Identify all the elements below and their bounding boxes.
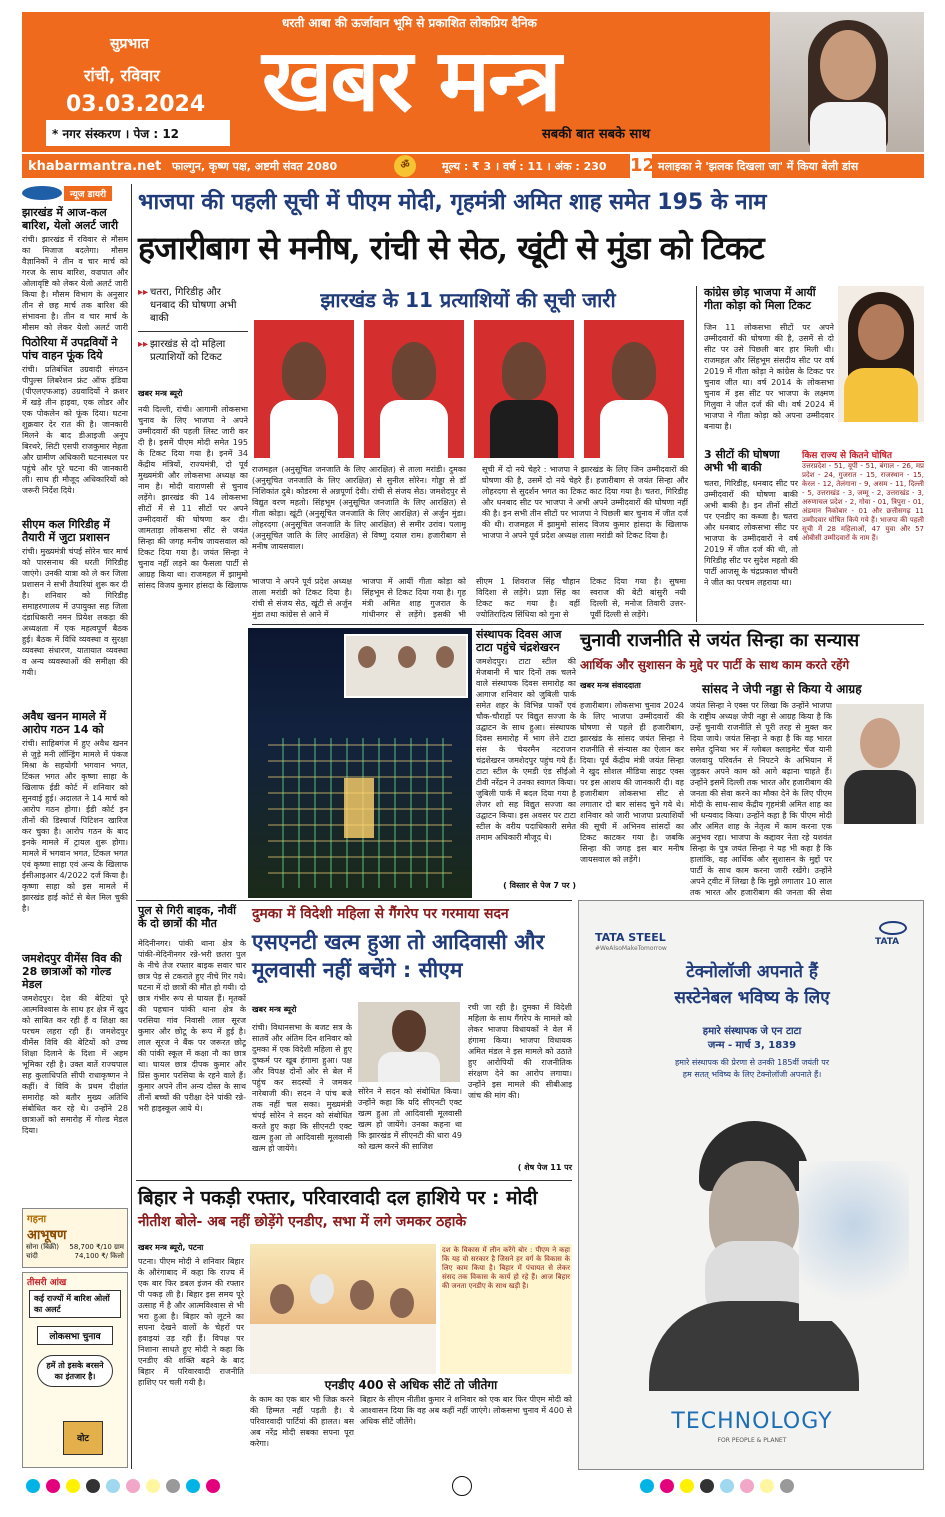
modi-body: पटना। पीएम मोदी ने शनिवार बिहार के औरंगाबाद में कहा कि राज्य में एक बार फिर डबल इंजन की रफ्तार पी पकड़ ली है। बिहार इस समय पूरे उत्साह में है और आत्मविश्वास से भी भरा हुआ है। बिहार को लूटने का सपना देखने वालों के चेहरों पर हवाइयां उड़ रही हैं। विपक्ष पर निशाना साधते हुए मोदी ने कहा कि एनडीए की शक्ति बढ़ने के बाद बिहार में परिवारवादी राजनीति हाशिए पर चली गयी है। [138,1257,244,1387]
lead-body-cont: टिकट दिया गया है। सुषमा स्वराज की बेटी बांसुरी नयी दिल्ली से, मनोज तिवारी उत्तर-पूर्वी दिल्ली से लड़ेंगे। [590,577,686,619]
cm-continued-link[interactable]: ( शेष पेज 11 पर [517,1163,572,1172]
ballot-box: वोट [63,1421,103,1455]
candidate-photo[interactable] [364,320,464,458]
ad-founder: हमारे संस्थापक जे एन टाटा [702,1026,802,1037]
ad-line-2: हम सतत् भविष्य के लिए टेक्नोलॉजी अपनाते हैं। [682,1070,822,1079]
candidate-photo[interactable] [254,320,354,458]
celebrity-photo [770,12,924,152]
candidate-list-body: राजमहल (अनुसूचित जनजाति के लिए आरक्षित) से ताला मरांडी। दुमका (अनुसूचित जनजाति के लिए आरक्षित) से सुनील सोरेन। गोड्डा से डॉ निशिकांत दुबे। कोडरमा से अन्नपूर्णा देवी। रांची से संजय सेठ। जमशेदपुर से विद्युत वरण महतो। सिंहभूम (अनुसूचित जनजाति के लिए आरक्षित) से गीता कोड़ा। खूंटी (अनुसूचित जनजाति के लिए आरक्षित) से अर्जुन मुंडा। लोहरदगा (अनुसूचित जनजाति के लिए आरक्षित) से समीर उरांव। पलामू (अनुसूचित जाति के लिए आरक्षित) से विष्णु दयाल राम। हजारीबाग से मनीष जायसवाल। [252,465,466,551]
cartoon-bubble: हमें तो इसके बरसने का इंतजार है। [37,1355,113,1387]
lead-overline[interactable]: भाजपा की पहली सूची में पीएम मोदी, गृहमंत्री अमित शाह समेत 195 के नाम [138,190,767,215]
jayant-headline[interactable]: चुनावी राजनीति से जयंत सिन्हा का सन्यास [580,630,860,651]
jayant-body-2: जयंत सिन्हा ने एक्स पर लिखा कि उन्होंने भाजपा के राष्ट्रीय अध्यक्ष जेपी नड्डा से आग्रह किया है कि उन्हें चुनावी राजनीति से पूरी तरह से मुक्त कर दिया जाये। जयंत सिन्हा ने कहा है कि वह भारत समेत दुनिया भर में ग्लोबल क्लाइमेट चेंज यानी जलवायु परिवर्तन से निपटने के अभियान में जुड़कर अपने काम को आगे बढ़ाना चाहते हैं। उन्होंने इसमें दिल्ली तक भारत और हजारीबाग की जनता की सेवा करने का मौका देने के लिए पीएम मोदी के साथ-साथ केंद्रीय गृहमंत्री अमित शाह का भी धन्यवाद किया। उन्होंने कहा है कि पीएम मोदी और अमित शाह के नेतृत्व में काम करना एक अनुभव रहा। भाजपा के कद्दावर नेता रहे यशवंत सिन्हा के पुत्र जयंत सिन्हा ने यह भी कहा है कि हालांकि, वह आर्थिक और सुशासन के मुद्दों पर पार्टी के साथ काम करना जारी रखेंगे। उन्होंने अपने ट्वीट में लिखा है कि मुझे लगातार 10 साल तक भारत और हजारीबाग की जनता की सेवा [690,701,832,896]
story-headline[interactable]: सीएम कल गिरिडीह में तैयारी में जुटा प्रशासन [22,518,110,544]
modi-headline[interactable]: बिहार ने पकड़ी रफ्तार, परिवारवादी दल हाशिये पर : मोदी [138,1187,538,1209]
founders-day-headline[interactable]: संस्थापक दिवस आज टाटा पहुंचे चंद्रशेखरन [476,628,562,654]
lead-body-cont: भाजपा में आयीं गीता कोड़ा को सिंहभूम से टिकट दिया गया है। गृह मंत्री अमित शाह गुजरात के गांधीनगर से लड़ेंगे। इसकी भी [362,577,466,619]
tata-steel-ad[interactable] [578,900,924,1470]
geeta-body: जिन 11 लोकसभा सीटों पर अपने उम्मीदवारों की घोषणा की है, उसमें से दो सीट पर उसे पिछली बार हार मिली थी। राजमहल और सिंहभूम संसदीय सीट पर वर्ष 2019 में गीता कोड़ा ने कांग्रेस के टिकट पर चुनाव जीत था। वर्ष 2014 के लोकसभा चुनाव में इस सीट पर भाजपा के लक्ष्मण गिलुवा ने जीत दर्ज की थी। वर्ष 2024 में भाजपा ने गीता कोड़ा को अपना उम्मीदवार बनाया है। [704,323,834,431]
gold-rate-box [22,1208,128,1268]
website-link[interactable]: khabarmantra.net [28,159,162,174]
cm-body-2: सोरेन ने सदन को संबोधित किया। उन्होंने कहा कि यदि सीएनटी एक्ट खत्म हुआ तो आदिवासी मूलवासी खत्म हो जायेंगे। उनका कहना था कि झारखंड में सीएनटी की धारा 49 को खत्म करने की साजिश [358,1087,462,1151]
cm-body-3: रची जा रही है। दुमका में विदेशी महिला के साथ गैंगरेप के मामले को लेकर भाजपा विधायकों ने वेल में हंगामा किया। भाजपा विधायक अमित मंडल ने इस मामले को उठाते हुए आरोपियों की राजनीतिक संरक्षण देने का आरोप लगाया। उन्होंने इस मामले की सीबीआइ जांच की मांग की। [468,1003,572,1100]
registration-marks-left [26,1478,366,1494]
jayant-subhead-2: सांसद ने जेपी नड्डा से किया ये आग्रह [702,682,862,696]
jayant-photo [836,704,924,824]
seats-headline[interactable]: 3 सीटों की घोषणा अभी भी बाकी [704,448,780,474]
modi-body-3: बिहार के सीएम नीतीश कुमार ने शनिवार को एक बार फिर पीएम मोदी को आश्वासन दिया कि वह अब कहीं नहीं जाएंगे। लोकसभा चुनाव में 400 से अधिक सीटें जीतेंगे। [360,1395,572,1426]
candidate-list-title[interactable]: झारखंड के 11 प्रत्याशियों की सूची जारी [320,288,616,312]
cartoon-box [22,1272,128,1468]
cm-headline[interactable]: एसएनटी खत्म हुआ तो आदिवासी और मूलवासी नहीं बचेंगे : सीएम [252,930,545,982]
story-headline[interactable]: झारखंड में आज-कल बारिश, येलो अलर्ट जारी [22,206,119,232]
story-body: रांची। प्रतिबंधित उग्रवादी संगठन पीपुल्स लिबरेशन फ्रंट ऑफ इंडिया (पीएलएफआइ) उग्रवादियों ने क्रशर में खड़े तीन हाइवा, एक लोडर और एक पोकलेन को फूंक दिया। घटना शुक्रवार देर रात की है। जानकारी मिलने के बाद डीआइजी अनूप बिरथरे, सिटी एसपी राजकुमार मेहता और ग्रामीण अधिकारी घटनास्थल पर पहुंचे और पूरे घटना की जानकारी ली। साथ ही मौजूद अधिकारियों को जरूरी निर्देश दिये। [22,365,128,495]
price-issue: मूल्य : ₹ 3 । वर्ष : 11 । अंक : 230 [442,160,607,173]
ad-title-2: सस्टेनेबल भविष्य के लिए [674,988,830,1008]
story-body: रांची। झारखंड में रविवार से मौसम का मिजाज बदलेगा। मौसम वैज्ञानिकों ने तीन व चार मार्च को गरज के साथ बारिश, वज्रपात और ओलावृष्टि को लेकर येलो अलर्ट जारी किया है। मौसम विभाग के अनुसार तीन से छह मार्च तक बारिश की संभावना है। तीन व चार मार्च के मौसम को लेकर येलो अलर्ट जारी [22,235,128,332]
lead-body: नयी दिल्ली, रांची। आगामी लोकसभा चुनाव के लिए भाजपा ने अपने उम्मीदवारों की पहली लिस्ट जारी कर दी है। इसमें पीएम मोदी समेत 195 के टिकट दिया गया है। इनमें 34 केंद्रीय मंत्रियों, राज्यमंत्री, दो पूर्व मुख्यमंत्री और लोकसभा अध्यक्ष का नाम है। मोदी वाराणसी से चुनाव लड़ेंगे। झारखंड की 14 लोकसभा सीटों में से 11 सीटों पर अपने उम्मीदवारों की घोषणा कर दी। जामताड़ा लोकसभा सीट से जयंत सिन्हा की जगह मनीष जायसवाल को टिकट दिया गया है। जयंत सिन्हा ने चुनाव नहीं लड़ने का फैसला पार्टी से आग्रह किया था। राजमहल में झामुमो सांसद विजय कुमार हांसदा के खिलाफ [138,405,248,590]
registration-target-icon [452,1476,472,1496]
bullet-arrow-icon: ▸▸ [138,339,149,350]
bike-body: मेदिनीनगर। पांकी थाना क्षेत्र के पांकी-मेदिनीनगर रन्ने-भरी छतरा पुल के नीचे तेज रफ्तार बाइक सवार चार छात्र पेड़ से टकराते हुए नीचे गिर गये। घटना में दो छात्रों की मौत हो गयी। दो छात्र गंभीर रूप से घायल हैं। मृतकों की पहचान पांकी थाना क्षेत्र के परसिया गांव निवासी लाल सूरज कुमार और छोटू के रूप में हुई है। लाल सूरज ने बैंक पर जरूरत छोटू की पांकी स्कूल में कक्षा नौ का छात्र था। घायल छात्र दीपक कुमार और प्रिंस कुमार परसिया के रहने वाले हैं। कुमार अपने तीन अन्य दोस्त के साथ तीनों बच्चों की परीक्षा देने पांकी रन्ने-भरी हाइस्कूल आये थे। [138,939,246,1113]
masthead [22,12,924,152]
tata-wordmark: TATA [875,937,900,947]
robot-arm-graphic [799,1161,909,1321]
tata-steel-brand: TATA STEEL [595,931,666,944]
panchang: फाल्गुन, कृष्ण पक्ष, अष्टमी संवत 2080 [172,160,338,173]
cm-body: रांची। विधानसभा के बजट सत्र के सातवें और अंतिम दिन शनिवार को दुमका में एक विदेशी महिला से हुए दुष्कर्म पर खूब हंगामा हुआ। पक्ष और विपक्ष दोनों ओर से बेल में पहुंच कर सदस्यों ने जमकर नारेबाजी की। सदन ने पांच बजे तक नहीं चल सका। मुख्यमंत्री चंपई सोरेन ने सदन को संबोधित करते हुए कहा कि सीएनटी एक्ट खत्म हुआ तो आदिवासी मूलवासी खत्म हो जायेंगे। [252,1023,352,1153]
masthead-tagline-top: धरती आबा की ऊर्जावान भूमि से प्रकाशित लोकप्रिय दैनिक [282,16,537,30]
story-headline[interactable]: अवैध खनन मामले में आरोप गठन 14 को [22,710,107,736]
cm-overline: दुमका में विदेशी महिला से गैंगरेप पर गरमाया सदन [252,906,509,922]
candidate-photo[interactable] [474,320,574,458]
geeta-headline[interactable]: कांग्रेस छोड़ भाजपा में आयीं गीता कोड़ा को मिला टिकट [704,286,816,312]
modi-subhead: नीतीश बोले- अब नहीं छोड़ेंगे एनडीए, सभा में लगे जमकर ठहाके [138,1214,467,1230]
technology-wordmark: TECHNOLOGY [671,1409,833,1434]
seats-body: चतरा, गिरिडीह, धनबाद सीट पर उम्मीदवारों की घोषणा बाकी अभी बाकी है। इन तीनों सीटों पर एनडीए का कब्जा है। चतरा और धनबाद लोकसभा सीट पर भाजपा के उम्मीदवारों ने वर्ष 2019 में जीत दर्ज की थी, तो गिरिडीह सीट पर सुदेश महतो की पार्टी आजसू के चंद्रप्रकाश चौधरी ने जीत का परचम लहराया था। [704,479,798,587]
column-divider [131,184,132,1469]
lead-byline: खबर मन्त्र ब्यूरो [138,389,183,398]
gold-row: सोना (बिक्री) 58,700 ₹/10 ग्राम [26,1243,124,1251]
tally-headline: किस राज्य से कितने घोषित [802,448,924,462]
news-diary-icon [22,186,62,200]
technology-subline: FOR PEOPLE & PLANET [717,1437,787,1444]
news-diary-label: न्यूज डायरी [64,186,112,201]
jayant-subhead: आर्थिक और सुशासन के मुद्दे पर पार्टी के साथ काम करते रहेंगे [580,658,850,672]
registration-marks-right [640,1478,930,1494]
modi-rally-photo [250,1244,436,1374]
lead-body-cont: सीएम 1 शिवराज सिंह चौहान विदिशा से लड़ेंगे। प्रज्ञा सिंह का टिकट कट गया है। वहीं ज्योतिरादित्य सिंधिया को गुना से [476,577,580,619]
page-number: 12 [630,155,656,176]
tata-logo-icon [879,921,907,935]
founders-day-body: जमशेदपुर। टाटा स्टील की मेजबानी में चार दिनों तक चलने वाले संस्थापक दिवस समारोह का आगाज शनिवार को जुबिली पार्क समेत शहर के विभिन्न पार्कों एवं चौक-चौराहों पर विद्युत सज्जा के उद्घाटन के साथ हुआ। संस्थापक दिवस समारोह में भाग लेने टाटा संस के चेयरमैन नटराजन चंद्रशेखरन जमशेदपुर पहुंच गये हैं। टाटा स्टील के एमडी एंड सीईओ टीवी नरेंद्रन ने उनका स्वागत किया। जुबिली पार्क में बदल दिया गया है लेजर शो सह विद्युत सज्जा का उद्घाटन किया। इस अवसर पर टाटा स्टील के वरीय पदाधिकारी समेत तमाम अधिकारी मौजूद थे। [476,657,576,842]
story-headline[interactable]: पिठोरिया में उपद्रवियों ने पांच वाहन फूंक दिये [22,336,118,362]
jayant-body: हजारीबाग। लोकसभा चुनाव 2024 के लिए भाजपा उम्मीदवारों की घोषणा से पहले ही हजारीबाग, झारखंड के सांसद जयंत सिन्हा ने राजनीति से संन्यास का ऐलान कर दिया। पूर्व केंद्रीय मंत्री जयंत सिन्हा ने खुद सोशल मीडिया साइट एक्स पर इस आशय की जानकारी दी। वह हजारीबाग लोकसभा सीट से लगातार दो बार सांसद चुने गये थे। शनिवार को जारी भाजपा प्रत्याशियों की सूची में अभिनव सांसदों का टिकट काटकर गया है। जबकि सिन्हा की जगह इस बार मनीष जायसवाल को लड़ेंगे। [580,701,684,864]
newspaper-logo[interactable]: खबर मन्त्र [262,30,560,131]
continued-link[interactable]: ( विस्तार से पेज 7 पर ) [503,881,576,890]
modi-caption: एनडीए 400 से अधिक सीटें तो जीतेगा [324,1378,498,1392]
greeting: सुप्रभात [110,36,149,52]
lead-headline[interactable]: हजारीबाग से मनीष, रांची से सेठ, खूंटी से मुंडा को टिकट [138,229,764,267]
ad-title-1: टेक्नोलॉजी अपनाते हैं [686,962,818,982]
cartoon-label: तीसरी आंख [27,1278,67,1288]
ad-line-1: हमारे संस्थापक की प्रेरणा से उनकी 185वीं जयंती पर [674,1058,830,1067]
gold-brand: आभूषण [27,1228,67,1243]
lead-bullets [138,286,248,364]
candidate-photo[interactable] [584,320,684,458]
tata-hashtag: #WeAlsoMakeTomorrow [595,945,667,952]
bullet-item: ▸▸ झारखंड से दो महिला प्रत्याशियों को टिकट [138,339,226,363]
story-body: जमशेदपुर। देश की बेटियां पूरे आत्मविश्वास के साथ हर क्षेत्र में खुद को साबित कर रही हैं व शिक्षा का परचम लहरा रही हैं। जमशेदपुर वीमेंस विवि की बेटियों को उच्च शिक्षा दिलाने के दिशा में अहम भूमिका रही है। उक्त बातें राज्यपाल सह कुलाधिपति सीपी राधाकृष्णन ने कहीं। वे विवि के प्रथम दीक्षांत समारोह को बतौर मुख्य अतिथि संबोधित कर रहे थे। उन्होंने 28 छात्राओं को समारोह में गोल्ड मेडल दिया। [22,994,128,1135]
ad-founder-birth: जन्म - मार्च 3, 1839 [707,1040,797,1051]
silver-row: चांदी 74,100 ₹/ किलो [26,1252,124,1260]
inset-photo [344,634,468,698]
jayant-byline: खबर मन्त्र संवाददाता [580,681,641,690]
bullet-item: ▸▸ चतरा, गिरिडीह और धनबाद की घोषणा अभी बाकी [138,287,237,324]
issue-date: 03.03.2024 [66,92,206,117]
edition-label: * नगर संस्करण । पेज : 12 [46,120,230,146]
lead-body-cont: भाजपा ने अपने पूर्व प्रदेश अध्यक्ष ताला मरांडी को टिकट दिया है। रांची से संजय सेठ, खूंटी से अर्जुन मुंडा तथा कांग्रेस से आने में [252,577,352,619]
news-diary-header [22,184,128,202]
tally-body: उत्तरप्रदेश - 51, यूपी - 51, बंगाल - 26, मप्र प्रदेश - 24, गुजरात - 15, राजस्थान - 15, केरल - 12, तेलंगाना - 9, असम - 11, दिल्ली - 5, उत्तराखंड - 3, जम्मू - 2, उत्तराखंड - 3, अरुणाचल प्रदेश - 2, गोवा - 01, त्रिपुरा - 01, अंडमान निकोबार - 01 और छत्तीसगढ़ 11 उम्मीदवार घोषित किये गये हैं। भाजपा की पहली सूची में 28 महिलाओं, 47 युवा और 57 ओबीसी उम्मीदवारों के नाम हैं। [802,462,924,542]
logo-tagline: सबकी बात सबके साथ [542,127,650,142]
modi-byline: खबर मन्त्र ब्यूरो, पटना [138,1243,204,1252]
mantra-emblem-icon: ॐ [394,155,416,177]
entertainment-teaser[interactable]: मलाइका ने 'झलक दिखला जा' में किया बेली डांस [658,160,859,173]
candidate-photos [254,320,684,458]
geeta-photo [838,286,924,422]
info-bar [22,154,924,178]
founders-day-photo [248,628,472,898]
bike-headline[interactable]: पुल से गिरी बाइक, नौवीं के दो छात्रों की मौत [138,904,236,930]
bullet-arrow-icon: ▸▸ [138,287,149,298]
cartoon-caption: कई राज्यों में बारिश ओलों का अलर्ट [29,1290,121,1318]
city-day: रांची, रविवार [84,66,160,85]
story-body: रांची। साहिबगंज में हुए अवैध खनन से जुड़े मनी लॉन्ड्रिंग मामले में पंकज मिश्रा के सहयोगी भगवान भगत, टिंकल भगत और कृष्णा साहा के खिलाफ ईडी कोर्ट में शनिवार को सुनवाई हुई। अदालत ने 14 मार्च को आरोप गठन होगा। ईडी कोर्ट इन तीनों की डिस्चार्ज पिटिशन खारिज कर चुका है। आरोप गठन के बाद इनके मामले में ट्रायल शुरू होगा। मामले में भगवान भगत, टिंकल भगत एवं कृष्णा साहा एवं अन्य के खिलाफ ईसीआइआर 4/2022 दर्ज किया है। कृष्णा साहा को इस मामले में झारखंड हाई कोर्ट से बेल मिल चुकी है। [22,739,128,913]
cm-byline: खबर मन्त्र ब्यूरो [252,1005,297,1014]
new-faces-body: सूची में दो नये चेहरे : भाजपा ने झारखंड के लिए जिन उम्मीदवारों की घोषणा की है, उसमें दो नये चेहरे हैं। हजारीबाग से जयंत सिन्हा और लोहरदगा से सुदर्शन भगत का टिकट काट दिया गया है। चतरा, गिरिडीह और धनबाद सीट पर भाजपा ने अभी अपने उम्मीदवारों की घोषणा नहीं की है। इन सभी तीन सीटों पर भाजपा ने पिछली बार चुनाव में जीत दर्ज की थी। राजमहल में झामुमो सांसद विजय कुमार हांसदा के खिलाफ भाजपा ने अपने पूर्व प्रदेश अध्यक्ष ताला मरांडी को टिकट दिया है। [482,465,688,540]
story-headline[interactable]: जमशेदपुर वीमेंस विव की 28 छात्राओं को गोल्ड मेडल [22,952,122,991]
cm-photo [358,1002,460,1082]
cartoon-sign: लोकसभा चुनाव [37,1326,113,1345]
gold-brand-top: गहना [27,1214,47,1225]
modi-body-2: के काम का एक बार भी जिक्र करने की हिम्मत नहीं पड़ती है। ये परिवारवादी पार्टियां की हालत। बस अब नरेंद्र मोदी सबका सपना पूरा करेगा। [250,1395,354,1448]
story-body: रांची। मुख्यमंत्री चंपई सोरेन चार मार्च को पारसनाथ की धरती गिरिडीह जाएंगे। उनकी यात्रा को ले कर जिला प्रशासन ने सभी तैयारियां शुरू कर दी है। शनिवार को गिरिडीह समाहरणालय में उपायुक्त सह जिला दंडाधिकारी नमन प्रियेश लकड़ा की अध्यक्षता में एक महत्वपूर्ण बैठक हुई। बैठक में विधि व्यवस्था व सुरक्षा व्यवस्था संधारण, यातायात व्यवस्था व अन्य व्यवस्थाओं की समीक्षा की गयी। [22,547,128,677]
modi-inset: दश के विकास में लीन करेंगे बोर : पीएम ने कहा कि यह वो सरकार है जिसने हर वर्ग के विकास के लिए काम किया है। बिहार में पंचायत से लेकर संसद तक विकास के कार्य हो रहे हैं। आज बिहार की जनता एनडीए के साथ खड़ी है। [440,1244,572,1374]
